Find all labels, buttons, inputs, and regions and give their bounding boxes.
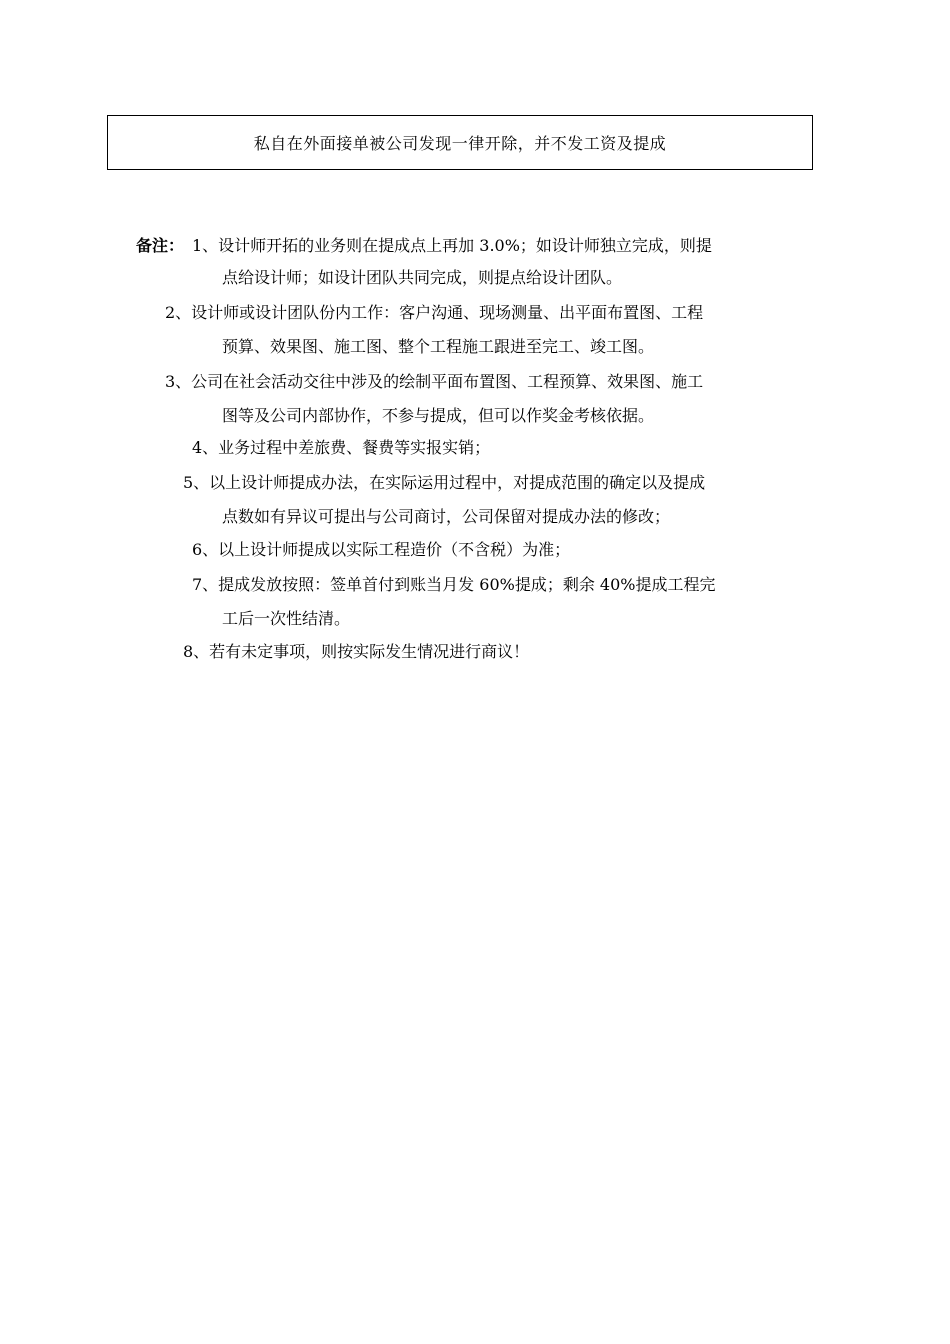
notes-label: 备注：: [136, 236, 185, 255]
note-8-line-1: 8、若有未定事项，则按实际发生情况进行商议！: [183, 642, 530, 661]
note-7-line-2: 工后一次性结清。: [222, 609, 351, 628]
note-2-line-2: 预算、效果图、施工图、整个工程施工跟进至完工、竣工图。: [222, 337, 655, 356]
rule-box: [107, 115, 813, 170]
note-4-line-1: 4、业务过程中差旅费、餐费等实报实销；: [192, 438, 491, 457]
note-1-line-1: 1、设计师开拓的业务则在提成点上再加 3.0%；如设计师独立完成，则提: [192, 236, 712, 255]
note-3-line-1: 3、公司在社会活动交往中涉及的绘制平面布置图、工程预算、效果图、施工: [165, 372, 704, 391]
note-3-line-2: 图等及公司内部协作，不参与提成，但可以作奖金考核依据。: [222, 406, 655, 425]
note-7-line-1: 7、提成发放按照：签单首付到账当月发 60%提成；剩余 40%提成工程完: [192, 575, 716, 594]
note-2-line-1: 2、设计师或设计团队份内工作：客户沟通、现场测量、出平面布置图、工程: [165, 303, 704, 322]
note-5-line-1: 5、以上设计师提成办法，在实际运用过程中，对提成范围的确定以及提成: [183, 473, 706, 492]
note-1-line-2: 点给设计师；如设计团队共同完成，则提点给设计团队。: [222, 268, 623, 287]
rule-text: 私自在外面接单被公司发现一律开除，并不发工资及提成: [253, 134, 667, 153]
note-5-line-2: 点数如有异议可提出与公司商讨，公司保留对提成办法的修改；: [222, 507, 671, 526]
note-6-line-1: 6、以上设计师提成以实际工程造价（不含税）为准；: [192, 540, 571, 559]
